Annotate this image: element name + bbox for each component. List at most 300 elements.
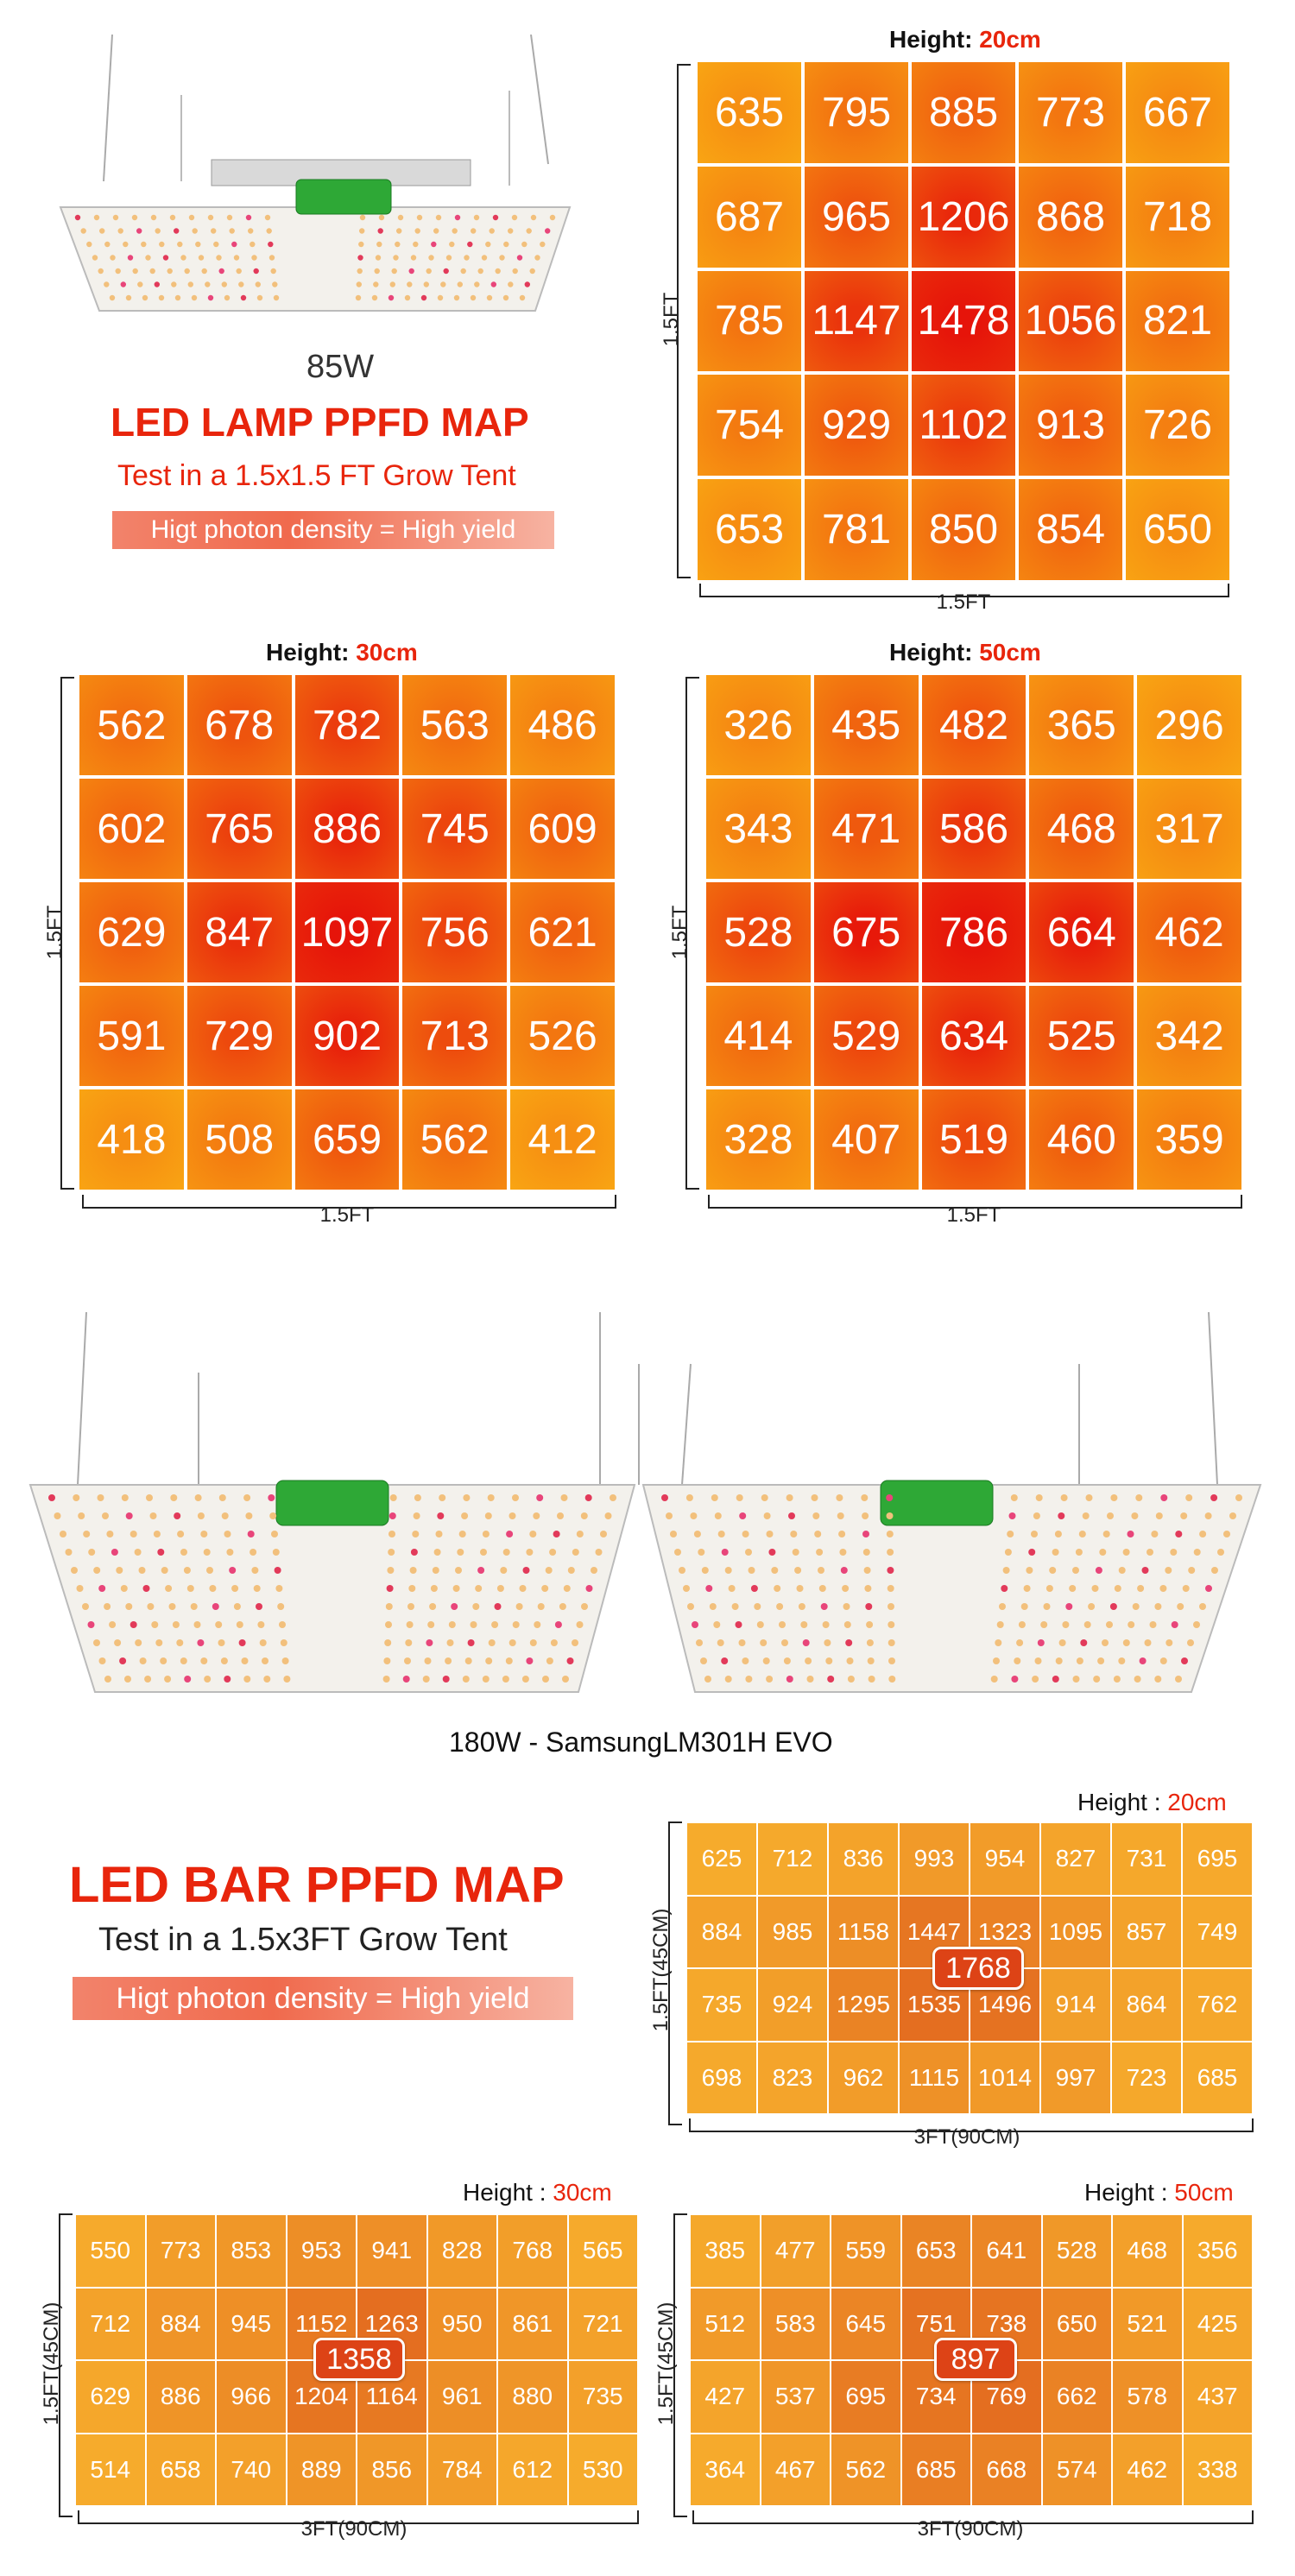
led-chip [251, 255, 256, 260]
ppfd-cell: 765 [187, 779, 292, 879]
led-chip [272, 281, 277, 287]
led-chip [170, 215, 175, 220]
led-chip [98, 1585, 105, 1592]
ppfd-cell: 678 [187, 675, 292, 775]
led-chip [562, 1676, 569, 1683]
led-chip [568, 1567, 575, 1574]
led-chip [463, 1494, 470, 1501]
led-chip [271, 268, 276, 274]
led-chip [257, 1621, 264, 1628]
led-chip [464, 255, 469, 260]
led-chip [485, 1657, 492, 1664]
led-chip [821, 1603, 828, 1610]
led-chip [845, 1639, 852, 1646]
led-chip [467, 242, 472, 247]
led-chip [1056, 1657, 1063, 1664]
led-chip [553, 1531, 560, 1537]
led-chip [546, 1657, 553, 1664]
led-chip [86, 242, 92, 247]
led-chip [269, 1512, 276, 1519]
led-chip [1001, 1585, 1008, 1592]
led-chip [732, 1603, 739, 1610]
led-chip [767, 1531, 774, 1537]
led-chip [414, 1494, 421, 1501]
led-chip [379, 215, 384, 220]
led-chip [687, 1603, 694, 1610]
led-chip [455, 215, 460, 220]
led-chip [213, 242, 218, 247]
led-chip [541, 1585, 548, 1592]
led-chip [413, 242, 418, 247]
led-chip [549, 1549, 556, 1556]
led-chip [1072, 1567, 1079, 1574]
ppfd-cell: 718 [1126, 167, 1229, 268]
led-chip [551, 1639, 558, 1646]
led-chip [231, 242, 237, 247]
led-chip [184, 1567, 191, 1574]
led-chip [222, 1512, 229, 1519]
ppfd-cell: 562 [402, 1089, 507, 1190]
led-chip [1076, 1549, 1083, 1556]
ppfd-cell: 1164 [357, 2361, 426, 2433]
ppfd-cell: 1056 [1019, 271, 1122, 372]
led-chip [113, 215, 118, 220]
led-chip [248, 228, 253, 233]
led-chip [807, 1676, 814, 1683]
led-chip [1099, 1549, 1106, 1556]
led-chip [194, 1621, 201, 1628]
led-chip [999, 1603, 1006, 1610]
led-chip [222, 281, 227, 287]
ppfd-cell: 296 [1137, 675, 1241, 775]
led-chip [93, 1567, 100, 1574]
led-chip [208, 295, 213, 300]
led-chip [530, 268, 535, 274]
led-chip [487, 295, 492, 300]
led-chip [193, 228, 198, 233]
ppfd-cell: 667 [1126, 62, 1229, 163]
led-chip [151, 1621, 158, 1628]
led-chip [786, 1494, 793, 1501]
led-chip [1150, 1621, 1157, 1628]
ppfd-cell: 462 [1137, 882, 1241, 982]
ppfd-cell: 1263 [357, 2289, 426, 2360]
led-chip [453, 1585, 460, 1592]
led-chip [1038, 1639, 1045, 1646]
led-chip [54, 1512, 61, 1519]
lamp-85w-illustration [52, 35, 578, 328]
led-chip [226, 1549, 233, 1556]
led-chip [1229, 1512, 1236, 1519]
led-chip [763, 1657, 770, 1664]
led-chip [461, 268, 466, 274]
led-chip [837, 1512, 844, 1519]
led-chip [135, 1549, 142, 1556]
section1-subtitle: Test in a 1.5x1.5 FT Grow Tent [117, 459, 516, 492]
led-chip [721, 1657, 728, 1664]
ppfd-cell: 781 [805, 479, 908, 580]
ppfd-cell: 1115 [900, 2042, 969, 2114]
led-chip [725, 1676, 732, 1683]
led-chip [145, 255, 150, 260]
map180-30cm-title [463, 2179, 612, 2207]
led-chip [516, 1603, 523, 1610]
led-chip [451, 1603, 458, 1610]
led-chip [161, 1567, 168, 1574]
led-chip [177, 1531, 184, 1537]
section2-headline: LED BAR PPFD MAP [69, 1857, 565, 1913]
led-chip [1156, 1512, 1163, 1519]
led-chip [436, 215, 441, 220]
ppfd-cell: 629 [76, 2361, 145, 2433]
led-chip [1123, 1549, 1130, 1556]
ppfd-cell: 650 [1043, 2289, 1112, 2360]
led-chip [411, 255, 416, 260]
led-chip [447, 1639, 454, 1646]
led-chip [1135, 1494, 1142, 1501]
map85-30cm-title [266, 639, 418, 666]
led-chip [81, 228, 86, 233]
led-chip [176, 1639, 183, 1646]
led-chip [438, 295, 443, 300]
ppfd-cell: 756 [402, 882, 507, 982]
led-chip [1007, 1531, 1014, 1537]
led-chip [263, 1676, 270, 1683]
map180-20cm-title [1077, 1789, 1227, 1816]
led-chip [465, 1657, 472, 1664]
ppfd-cell: 784 [428, 2434, 497, 2506]
led-chip [88, 1621, 95, 1628]
led-chip [1052, 1676, 1059, 1683]
led-chip [243, 1494, 250, 1501]
led-chip [174, 1512, 180, 1519]
ppfd-cell: 965 [805, 167, 908, 268]
led-chip [729, 1585, 736, 1592]
led-chip [745, 1676, 752, 1683]
led-chip [443, 1676, 450, 1683]
led-chip [124, 1676, 131, 1683]
led-chip [219, 1494, 226, 1501]
led-chip [581, 1603, 588, 1610]
ppfd-cell: 889 [287, 2434, 357, 2506]
led-chip [522, 1676, 529, 1683]
led-chip [704, 1676, 711, 1683]
map180-30cm-axis-vertical: 1.5FT(45CM) [40, 2301, 63, 2426]
led-chip [1086, 1494, 1093, 1501]
ppfd-cell: 625 [687, 1823, 756, 1895]
led-chip [431, 1585, 438, 1592]
ppfd-cell: 328 [706, 1089, 811, 1190]
led-chip [457, 1549, 464, 1556]
led-chip [388, 1549, 395, 1556]
led-chip [557, 1512, 564, 1519]
led-chip [503, 242, 509, 247]
led-chip [1211, 1567, 1218, 1574]
led-chip [1147, 1549, 1153, 1556]
led-chip [359, 228, 364, 233]
led-chip [500, 1567, 507, 1574]
led-chip [383, 1657, 390, 1664]
led-chip [433, 1567, 439, 1574]
led-chip [243, 1676, 250, 1683]
led-chip [142, 295, 148, 300]
led-chip [191, 1603, 198, 1610]
height-value: 30cm [356, 639, 418, 666]
led-chip [147, 1603, 154, 1610]
led-chip [842, 1585, 849, 1592]
led-chip [175, 295, 180, 300]
led-chip [803, 1639, 810, 1646]
ppfd-cell: 658 [147, 2434, 216, 2506]
led-chip [794, 1567, 801, 1574]
led-chip [545, 228, 550, 233]
led-chip [1035, 1657, 1042, 1664]
led-chip [764, 1512, 771, 1519]
led-chip [533, 1512, 540, 1519]
ppfd-cell: 884 [687, 1897, 756, 1968]
led-chip [88, 1549, 95, 1556]
led-chip [784, 1657, 791, 1664]
led-chip [1044, 1603, 1051, 1610]
led-chip [1160, 1494, 1167, 1501]
led-chip [155, 228, 161, 233]
led-chip [251, 1567, 258, 1574]
led-chip [82, 1603, 89, 1610]
map180-50cm-peak-badge: 897 [934, 2338, 1017, 2381]
ppfd-cell: 521 [1113, 2289, 1182, 2360]
led-chip [888, 1603, 894, 1610]
led-chip [888, 1657, 895, 1664]
led-chip [739, 1639, 746, 1646]
led-chip [1014, 1657, 1020, 1664]
led-chip [114, 1639, 121, 1646]
ppfd-cell: 1158 [829, 1897, 898, 1968]
ppfd-cell: 365 [1029, 675, 1134, 775]
led-chip [116, 268, 121, 274]
ppfd-cell: 471 [814, 779, 919, 879]
led-chip [818, 1567, 824, 1574]
led-chip [256, 1603, 262, 1610]
led-chip [1165, 1567, 1172, 1574]
led-chip [661, 1494, 668, 1501]
ppfd-cell: 1152 [287, 2289, 357, 2360]
led-chip [375, 268, 380, 274]
ppfd-cell: 528 [1043, 2215, 1112, 2287]
led-chip [271, 1531, 278, 1537]
led-chip [512, 215, 517, 220]
led-chip [189, 215, 194, 220]
led-chip [1107, 1512, 1114, 1519]
led-chip [146, 1494, 153, 1501]
led-chip [812, 1494, 818, 1501]
led-chip [503, 1549, 510, 1556]
height-label: Height : [1084, 2179, 1175, 2206]
ppfd-cell: 338 [1184, 2434, 1253, 2506]
ppfd-cell: 745 [402, 779, 507, 879]
led-chip [586, 1585, 593, 1592]
led-chip [202, 268, 207, 274]
led-chip [174, 228, 179, 233]
led-chip [164, 1676, 171, 1683]
ppfd-cell: 950 [428, 2289, 497, 2360]
led-chip [527, 228, 532, 233]
led-chip [1140, 1657, 1147, 1664]
ppfd-cell: 731 [1112, 1823, 1181, 1895]
led-chip [1194, 1549, 1201, 1556]
led-chip [390, 281, 395, 287]
led-chip [1193, 1621, 1200, 1628]
led-chip [144, 1676, 151, 1683]
ppfd-cell: 1323 [970, 1897, 1039, 1968]
led-chip [474, 215, 479, 220]
led-chip [513, 268, 518, 274]
ppfd-cell: 864 [1112, 1969, 1181, 2041]
led-chip [135, 1639, 142, 1646]
led-chip [781, 1639, 788, 1646]
led-chip [887, 1512, 894, 1519]
ppfd-cell: 857 [1112, 1897, 1181, 1968]
led-chip [1154, 1603, 1161, 1610]
led-chip [1123, 1639, 1130, 1646]
led-chip [572, 1549, 579, 1556]
led-chip [742, 1657, 749, 1664]
map180-30cm-axis-horizontal: 3FT(90CM) [300, 2517, 407, 2541]
led-chip [690, 1512, 697, 1519]
ppfd-cell: 773 [1019, 62, 1122, 163]
led-chip [534, 1621, 540, 1628]
led-chip [1172, 1621, 1178, 1628]
led-chip [482, 255, 487, 260]
led-chip [227, 215, 232, 220]
led-chip [757, 1621, 764, 1628]
ppfd-cell: 477 [761, 2215, 831, 2287]
led-chip [888, 1585, 894, 1592]
ppfd-cell: 884 [147, 2289, 216, 2360]
led-chip [542, 1676, 549, 1683]
led-chip [1055, 1531, 1062, 1537]
led-chip [1061, 1494, 1068, 1501]
ppfd-cell: 856 [357, 2434, 426, 2506]
led-chip [423, 1676, 430, 1683]
led-chip [230, 228, 235, 233]
led-chip [1114, 1676, 1121, 1683]
led-chip [513, 1621, 520, 1628]
ppfd-cell: 734 [902, 2361, 971, 2433]
led-chip [421, 295, 426, 300]
ppfd-cell: 326 [706, 675, 811, 775]
ppfd-cell: 721 [569, 2289, 638, 2360]
led-chip [248, 1531, 255, 1537]
led-chip [208, 215, 213, 220]
led-chip [405, 1639, 412, 1646]
led-chip [71, 1567, 78, 1574]
led-chip [396, 228, 401, 233]
led-chip [812, 1512, 819, 1519]
led-chip [118, 228, 123, 233]
led-chip [610, 1494, 616, 1501]
ppfd-cell: 795 [805, 62, 908, 163]
led-chip [395, 242, 400, 247]
led-chip [357, 255, 363, 260]
led-chip [1092, 1585, 1099, 1592]
ppfd-cell: 1097 [295, 882, 400, 982]
led-chip [711, 1494, 718, 1501]
led-chip [1065, 1603, 1072, 1610]
led-chip [483, 1676, 490, 1683]
led-chip [463, 1676, 470, 1683]
led-chip [483, 1531, 490, 1537]
led-chip [745, 1549, 752, 1556]
height-value: 50cm [1174, 2179, 1234, 2206]
led-chip [493, 215, 498, 220]
led-chip [1170, 1549, 1177, 1556]
led-chip [1188, 1567, 1195, 1574]
ppfd-cell: 713 [402, 986, 507, 1086]
ppfd-cell: 645 [831, 2289, 900, 2360]
ppfd-cell: 993 [900, 1823, 969, 1895]
ppfd-cell: 762 [1183, 1969, 1252, 2041]
led-chip [241, 295, 246, 300]
led-chip [73, 1494, 79, 1501]
led-chip [356, 295, 361, 300]
led-chip [150, 1512, 157, 1519]
led-chip [521, 242, 527, 247]
led-chip [862, 1531, 869, 1537]
ppfd-cell: 612 [498, 2434, 567, 2506]
led-chip [277, 1603, 284, 1610]
map85-20cm-axis-vertical: 1.5FT [660, 292, 683, 347]
ppfd-cell: 723 [1112, 2042, 1181, 2114]
ppfd-cell: 342 [1137, 986, 1241, 1086]
led-chip [736, 1494, 743, 1501]
led-chip [224, 1676, 231, 1683]
map180-20cm-axis-vertical: 1.5FT(45CM) [649, 1908, 673, 2032]
led-chip [1210, 1494, 1217, 1501]
led-chip [508, 228, 513, 233]
led-chip [1128, 1621, 1134, 1628]
led-chip [151, 215, 156, 220]
led-chip [581, 1512, 588, 1519]
led-chip [529, 1531, 536, 1537]
led-chip [78, 1512, 85, 1519]
led-chip [786, 1676, 793, 1683]
led-chip [238, 281, 243, 287]
led-chip [428, 255, 433, 260]
led-chip [431, 242, 436, 247]
led-chip [409, 268, 414, 274]
led-chip [1084, 1621, 1091, 1628]
led-chip [886, 1494, 893, 1501]
led-chip [273, 1549, 280, 1556]
led-chip [121, 281, 126, 287]
led-chip [229, 1567, 236, 1574]
led-chip [357, 268, 363, 274]
ppfd-cell: 668 [972, 2434, 1041, 2506]
ppfd-cell: 583 [761, 2289, 831, 2360]
led-chip [491, 281, 496, 287]
led-chip [461, 1512, 468, 1519]
led-chip [508, 281, 513, 287]
led-chip [1097, 1657, 1104, 1664]
led-chip [269, 255, 275, 260]
led-chip [256, 281, 261, 287]
ppfd-cell: 886 [147, 2361, 216, 2433]
led-chip [865, 1603, 872, 1610]
led-chip [155, 281, 160, 287]
led-chip [774, 1585, 780, 1592]
led-chip [173, 1621, 180, 1628]
led-chip [250, 242, 255, 247]
